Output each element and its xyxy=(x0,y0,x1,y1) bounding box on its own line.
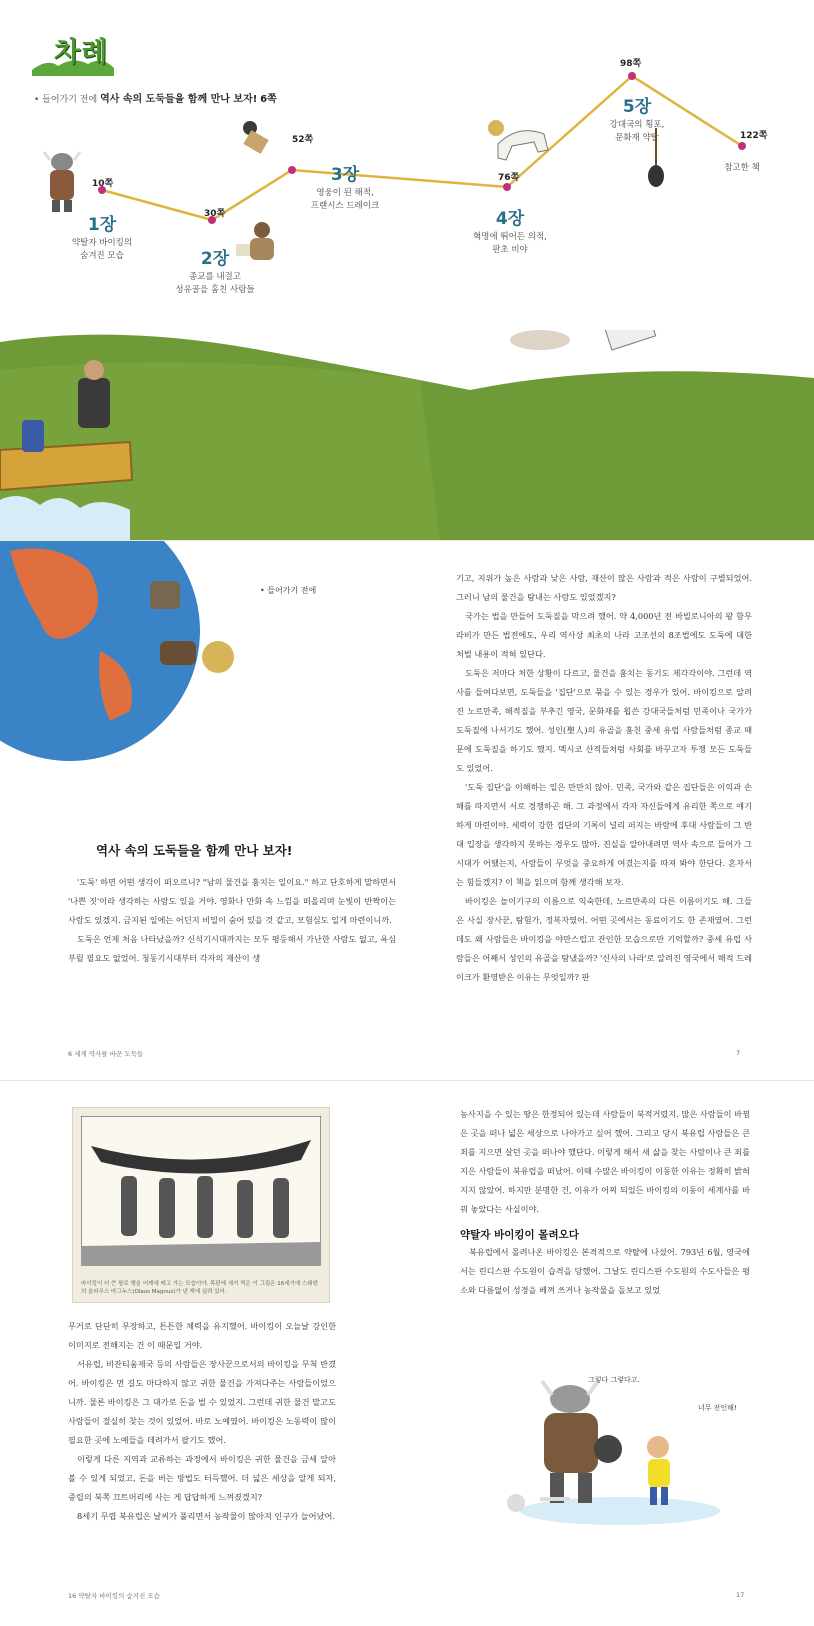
viking-figure-icon xyxy=(40,150,84,214)
rope-climber-icon xyxy=(640,128,670,192)
intro-right-text xyxy=(456,569,752,987)
chapter-4-page: 76쪽 xyxy=(498,173,520,183)
chapter-4-title-1: 혁명에 뛰어든 의적, xyxy=(473,232,547,242)
relic-thief-icon xyxy=(232,220,282,266)
chapter-1-num: 1장 xyxy=(87,215,117,235)
intro-label: 들어가기 전에 xyxy=(42,95,98,105)
intro-spread xyxy=(0,541,814,1081)
paragraph: 이렇게 다른 지역과 교류하는 과정에서 바이킹은 귀한 물건을 금세 알아볼 수 있게 되었고, 돈을 버는 방법도 터득했어. 더 넓은 세상을 알게 되자, 중립의 북쪽 끄트머리에 사는 게 답답하게 느껴졌겠지? xyxy=(68,1454,336,1502)
chapter1-spread xyxy=(0,1081,814,1626)
intro-section-label: • 들어가기 전에 xyxy=(260,586,317,595)
paragraph: 국가는 법을 만들어 도둑질을 막으려 했어. 약 4,000년 전 바빌로니아의 왕 함무라비가 만든 법전에도, 우리 역사상 최초의 나라 고조선의 8조법에도 도둑에 대한 처벌 내용이 적혀 있단다. xyxy=(456,611,752,659)
chapter-4-dot xyxy=(503,183,511,191)
ch1-right-text-top xyxy=(460,1105,750,1219)
chapter-5-title-1: 강대국의 횡포, xyxy=(609,120,665,130)
globe-icon xyxy=(0,541,240,781)
paragraph: 도둑은 언제 처음 나타났을까? 신석기시대까지는 모두 평등해서 가난한 사람도 없고, 욕심 부릴 필요도 없었어. 청동기시대부터 각자의 재산이 생 xyxy=(68,934,396,963)
thief-figure-icon xyxy=(236,118,282,164)
chapter-4[interactable] xyxy=(455,204,565,257)
refs-page: 122쪽 xyxy=(740,131,768,141)
chapter-5-dot xyxy=(628,72,636,80)
chapter-5-num: 5장 xyxy=(622,97,652,117)
ch1-subheading: 약탈자 바이킹이 몰려오다 xyxy=(460,1229,579,1241)
intro-heading: 역사 속의 도둑들을 함께 만나 보자! xyxy=(96,843,293,858)
chapter-2-title-2: 성유골을 훔친 사람들 xyxy=(175,285,255,295)
chapter-2-page: 30쪽 xyxy=(204,209,226,219)
toc-page xyxy=(0,0,814,541)
painting-carrier-icon xyxy=(598,330,655,350)
viking-speech: 그렇다 그렇다고. xyxy=(588,1376,640,1384)
boy-speech: 너무 잔인해! xyxy=(698,1404,737,1412)
statue-carrier-icon xyxy=(510,330,570,350)
ch1-right-text-bottom xyxy=(460,1243,750,1300)
paragraph: '도둑' 하면 어떤 생각이 떠오르니? "남의 물건을 훔치는 일이요." 하고 단호하게 말하면서 '나쁜 짓'이라 생각하는 사람도 있을 거야. 영화나 만화 속 느낌을 떠올리며 눈빛이 반짝이는 사람도 있겠지. 금지된 일에는 어딘지 비밀이 숨어 있을 것 같고, 모험심도 일게 마련이니까. xyxy=(68,877,396,925)
paragraph: 북유럽에서 몰려나온 바이킹은 본격적으로 약탈에 나섰어. 793년 6월, 영국에서는 린디스판 수도원이 습격을 당했어. 그날도 린디스판 수도원의 수도사들은 평소와 다름없이 성경을 베껴 쓰거나 농작물을 돌보고 있었 xyxy=(460,1247,750,1295)
footer-left: 16 약탈자 바이킹의 숨겨진 모습 xyxy=(68,1592,160,1600)
intro-title: 역사 속의 도둑들을 함께 만나 보자! xyxy=(100,94,258,105)
paragraph: 8세기 무렵 북유럽은 날씨가 풀리면서 농작물이 많아져 인구가 늘어났어. xyxy=(77,1511,335,1521)
intro-left-text xyxy=(68,873,396,968)
toc-logo-text: 차례 xyxy=(54,37,109,68)
footer-right: 7 xyxy=(736,1049,741,1057)
paragraph: 기고, 지위가 높은 사람과 낮은 사람, 재산이 많은 사람과 적은 사람이 구별되었어. 그러니 남의 물건을 탐내는 사람도 있었겠지? xyxy=(456,573,752,602)
paragraph: 농사지을 수 있는 땅은 한정되어 있는데 사람들이 북적거렸지. 많은 사람들이 바뀜은 곳을 떠나 넓은 세상으로 나아가고 싶어 했어. 그리고 당시 북유럽 사람들은 큰 죄를 지으면 살던 곳을 떠나야 했단다. 이렇게 해서 새 삶을 찾는 사람이나 큰 죄를 지은 사람들이 북유럽을 떠났어. 이때 수많은 바이킹이 이동한 이유는 정확히 밝혀지지 않았어. 하지만 분명한 건, 이유가 어찌 되었든 바이킹의 이동이 세계사를 바꿔 놓았다는 사실이야. xyxy=(460,1109,750,1214)
horse-rider-icon xyxy=(488,104,554,166)
chapter-4-num: 4장 xyxy=(495,209,525,229)
chapter-3-title-2: 프랜시스 드레이크 xyxy=(310,201,380,211)
paragraph: '도둑 집단'을 이해하는 일은 만만치 않아. 민족, 국가와 같은 집단들은 이익과 손해를 따지면서 서로 경쟁하곤 해. 그 과정에서 각자 자신들에게 유리한 쪽으로 얘기하게 마련이야. 세력이 강한 집단의 기록이 널리 퍼지는 바람에 후대 사람들이 그 반대 입장을 생각하지 못하는 경우도 많아. 진실을 알아내려면 역사 속으로 들어가 그 시대가 어땠는지, 사람들이 무엇을 중요하게 여겼는지를 따져 봐야 한단다. 혼자서는 힘들겠지? 이 책을 읽으며 함께 생각해 보자. xyxy=(456,782,752,887)
toc-intro: • 들어가기 전에 역사 속의 도둑들을 함께 만나 보자! 6쪽 xyxy=(34,94,277,105)
paragraph: 서유럽, 비잔티움제국 등의 사람들은 장사꾼으로서의 바이킹을 무척 반겼어. 바이킹은 먼 길도 마다하지 않고 귀한 물건을 가져다주는 사람들이었으니까. 물론 바이킹은 그 대가로 돈을 벌 수 있었지. 그런데 귀한 물건 말고도 사람들이 절실히 찾는 것이 있었어. 바로 노예였어. 바이킹은 노동력이 많이 필요한 곳에 노예들을 데려가서 팔기도 했어. xyxy=(68,1359,336,1445)
chapter-2-title-1: 종교를 내걸고 xyxy=(189,272,241,282)
footer-right: 17 xyxy=(736,1591,745,1599)
paragraph: 도둑은 저마다 처한 상황이 다르고, 물건을 훔치는 동기도 제각각이야. 그런데 역사를 들여다보면, 도둑들을 '집단'으로 묶을 수 있는 경우가 있어. 바이킹으로 알려진 노르만족, 해적질을 부추긴 영국, 문화재를 휩쓴 강대국들처럼 민족이나 국가가 도둑질에 나서기도 했어. 성인(聖人)의 유골을 훔친 중세 유럽 사람들처럼 종교 때문에 도둑질을 하기도 했지. 멕시코 산적들처럼 사회를 바꾸고자 투쟁 모든 도둑들도 있었어. xyxy=(456,668,752,773)
chapter-5-title-2: 문화재 약탈 xyxy=(615,133,659,143)
chapter-5-page: 98쪽 xyxy=(620,59,642,69)
chapter-4-title-2: 판초 비야 xyxy=(492,245,528,255)
woodcut-caption: 바이킹이 더 큰 항로 행을 어깨에 메고 가는 모습이야. 목판에 새겨 찍은 이 그림은 16세기에 스웨덴의 올라우스 마그누스(Olaus Magnus)가 낸 책에 실려 있어. xyxy=(81,1281,318,1295)
paragraph: 무거로 단단히 무장하고, 튼튼한 체력을 유지했어. 바이킹이 오늘날 강인한 이미지로 전해지는 건 이 때문일 거야. xyxy=(68,1321,336,1350)
chapter-3-page: 52쪽 xyxy=(292,135,314,145)
chapter-3-title-1: 영웅이 된 해적, xyxy=(316,188,374,198)
woodcut-image xyxy=(72,1107,330,1303)
refs[interactable] xyxy=(712,160,772,175)
intro-page: 6쪽 xyxy=(260,94,277,105)
grass-hills xyxy=(0,330,814,541)
vikings-carrying-ship-icon xyxy=(81,1116,321,1266)
refs-dot xyxy=(738,142,746,150)
footer-left: 6 세계 역사를 바꾼 도둑들 xyxy=(68,1050,144,1058)
chapter-1-title-1: 약탈자 바이킹의 xyxy=(71,238,133,248)
explorer-figure-icon xyxy=(78,378,110,428)
chapter-1-page: 10쪽 xyxy=(92,179,114,189)
chapter-3[interactable] xyxy=(290,160,400,213)
paragraph: 바이킹은 놀이기구의 이름으로 익숙한데, 노르만족의 다른 이름이기도 해. 그들은 사실 장사꾼, 탐험가, 정복자였어. 어떤 곳에서는 동료이기도 한 존재였어. 그런데도 왜 사람들은 바이킹을 야만스럽고 잔인한 모습으로만 기억할까? 중세 유럽 사람들은 어째서 성인의 유골을 탐냈을까? '신사의 나라'로 알려진 영국에서 해적 드레이크가 환영받은 이유는 무엇일까? 판 xyxy=(456,896,752,982)
chapter-2-num: 2장 xyxy=(200,249,230,269)
ch1-left-text xyxy=(68,1317,336,1526)
refs-label: 참고한 책 xyxy=(724,163,760,173)
viking-and-boy-illustration xyxy=(500,1379,730,1529)
captain-figure-icon xyxy=(22,420,44,452)
chapter-3-num: 3장 xyxy=(330,165,360,185)
toc-path-line xyxy=(0,0,814,330)
section-label-text: 들어가기 전에 xyxy=(267,586,317,595)
chapter-1[interactable] xyxy=(52,210,152,263)
chapter-1-title-2: 숨겨진 모습 xyxy=(80,251,124,261)
